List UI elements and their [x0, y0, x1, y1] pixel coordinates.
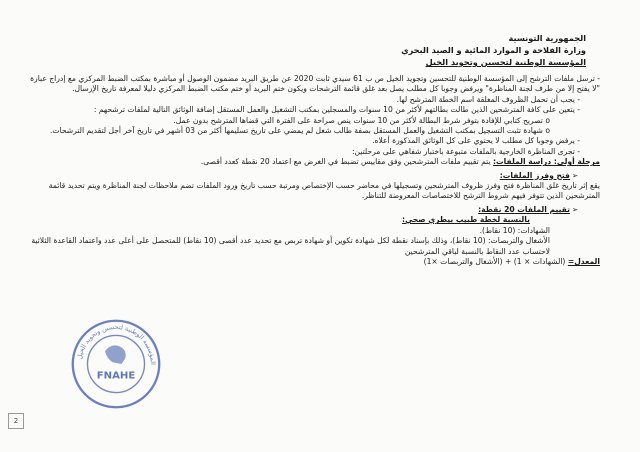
bullet-icon: ➢: [571, 204, 579, 214]
item-exam-stages: - تجرى المناظرة الخارجية بالملفات متبوعة باختبار شفاهي على مرحلتين:: [351, 146, 580, 156]
section-opening: [30, 171, 580, 181]
header-institution: المؤسسة الوطنية لتحسين وتجويد الخيل: [425, 57, 586, 67]
average-formula-text: (الشهادات × 1) + (الأشغال والتربصات ×1): [423, 256, 568, 266]
item-declaration: o تصريح كتابي للإفادة بتوفر شرط البطالة لأكثر من 10 سنوات ينص صراحة على الفترة التي قضاها المترشح بدون عمل.: [173, 115, 550, 125]
section-opening-text: يقع إثر تاريخ غلق المناظرة فتح وفرز ظروف المترشحين وتسجيلها في محاضر حسب الإختصاص ومرتبة حسب تاريخ ورود الملفات تضم ملاحظات لجنة المناظرة ويتم تحديد قائمة المترشحين الذين تتوفر فيهم شروط الترشح للاختصاصات المعروضة للتناظر.: [48, 181, 600, 201]
average-label: المعدل=: [567, 256, 600, 266]
certificates-line: الشهادات: (10 نقاط).: [479, 225, 550, 235]
average-formula: [30, 257, 600, 267]
svg-text:FNAHE: FNAHE: [96, 370, 136, 382]
stage-one: [30, 157, 600, 167]
section-opening-title: فتح وفرز الملفات:: [499, 170, 570, 180]
svg-text:المؤسسة الوطنية لتحسين وتجويد: المؤسسة الوطنية لتحسين وتجويد الخيل: [75, 322, 157, 365]
section-evaluation: [30, 205, 580, 215]
works-line: الأشغال والتربصات: (10 نقاط)، وذلك بإسناد نقطة لكل شهادة تكوين أو شهادة تربص مع تحديد عدد أقصى (10 نقاط) للمتحصل على أعلى عدد واعتماد القاعدة الثلاثية لاحتساب عدد النقاط بالنسبة لباقي المترشحين: [31, 236, 550, 256]
vet-subtitle: بالنسبة لخطة طبيب بيطري صحي:: [402, 215, 530, 225]
bullet-icon: ➢: [571, 170, 579, 180]
paragraph-submission: - ترسل ملفات الترشح إلى المؤسسة الوطنية للتحسين وتجويد الخيل ص ب 61 سيدي ثابت 2020 عن طريق البريد مضمون الوصول أو مباشرة بمكتب الضبط المركزي مع إدراج عبارة "لا يفتح إلا من طرف لجنة المناظرة" ويرفض وجوبا كل مطلب يصل بعد غلق قائمة الترشحات ويكون ختم البريد أو ختم مكتب الضبط المركزي دليلا لمعرفة تاريخ الإرسال.: [30, 74, 600, 94]
official-seal-icon: [70, 318, 162, 410]
item-envelope: - يجب أن تحمل الظروف المغلقة اسم الخطة المترشح لها.: [396, 94, 580, 104]
item-unemployed: - يتعين على كافة المترشحين الذين طالت بطالتهم لأكثر من 10 سنوات والمسجلين بمكتب التشغيل والعمل المستقل إضافة الوثائق التالية لملفات ترشحهم :: [93, 105, 580, 115]
header-republic: الجمهورية التونسية: [508, 33, 586, 43]
header-ministry: وزارة الفلاحة و الموارد المائية و الصيد البحري: [401, 45, 586, 55]
stage-one-title: مرحلة أولى: دراسة الملفات:: [492, 157, 600, 167]
document-body: [30, 32, 600, 267]
stage-one-text: يتم تقييم ملفات المترشحين وفق مقاييس تضبط في الغرض مع اعتماد 20 نقطة كعدد أقصى.: [200, 157, 493, 167]
page-number: 2: [8, 413, 24, 429]
item-certificate: o شهادة تثبت التسجيل بمكتب التشغيل والعمل المستقل بصفة طالب شغل لم يمضي على تاريخ تسليمها أكثر من 03 أشهر في تاريخ آخر أجل لتقديم الترشحات.: [50, 126, 550, 136]
item-rejection: - يرفض وجوبا كل مطلب لا يحتوي على كل الوثائق المذكورة أعلاه.: [372, 136, 580, 146]
section-evaluation-title: تقييم الملفات 20 نقطة:: [478, 204, 570, 214]
